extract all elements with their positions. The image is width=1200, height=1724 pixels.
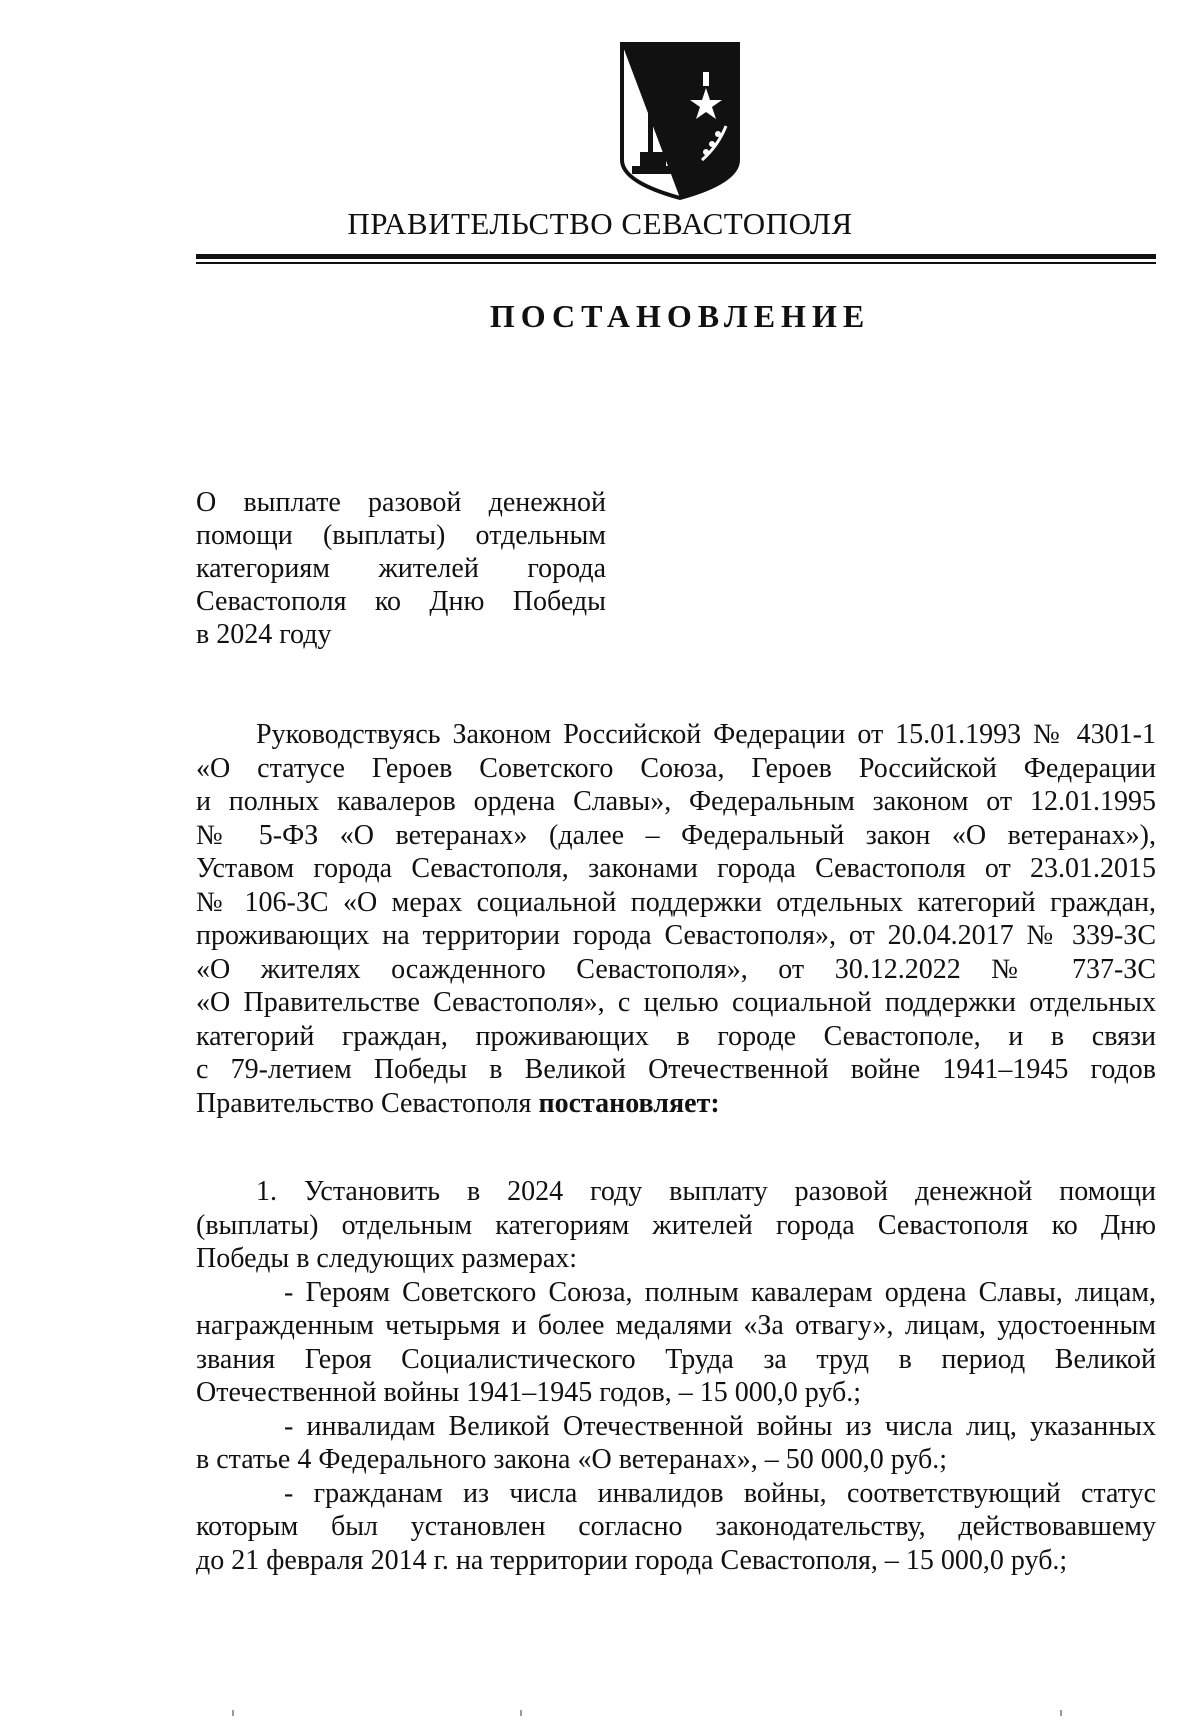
bullet-2-line: - инвалидам Великой Отечественной войны из числа лиц, указанных <box>284 1410 1156 1442</box>
subject-line: помощи (выплаты) отдельным <box>196 520 606 551</box>
bullet-3-line: до 21 февраля 2014 г. на территории города Севастополя, – 15 000,0 руб.; <box>196 1544 1068 1576</box>
preamble-line: Руководствуясь Законом Российской Федерации от 15.01.1993 № 4301-1 <box>256 719 1156 750</box>
bullet-3-line: - гражданам из числа инвалидов войны, соответствующий статус <box>284 1477 1156 1509</box>
bullet-1-line: звания Героя Социалистического Труда за труд в период Великой <box>196 1343 1156 1375</box>
bullet-3-line: которым был установлен согласно законодательству, действовавшему <box>196 1511 1156 1542</box>
bullet-1-line: награжденным четырьмя и более медалями «За отвагу», лицам, удостоенным <box>196 1310 1156 1341</box>
subject-line: в 2024 году <box>196 619 332 650</box>
organization-name: ПРАВИТЕЛЬСТВО СЕВАСТОПОЛЯ <box>347 206 853 241</box>
preamble-line-final <box>196 1087 1156 1121</box>
document-subject <box>196 486 606 651</box>
preamble-line: «О Правительстве Севастополя», с целью социальной поддержки отдельных <box>196 987 1156 1018</box>
item-1-line: (выплаты) отдельным категориям жителей города Севастополя ко Дню <box>196 1209 1156 1241</box>
bullet-1-line: - Героям Советского Союза, полным кавалерам ордена Славы, лицам, <box>284 1276 1156 1308</box>
preamble-line: № 5-ФЗ «О ветеранах» (далее – Федеральный закон «О ветеранах»), <box>196 819 1156 851</box>
header-rule-thin <box>196 262 1156 264</box>
preamble-line: Уставом города Севастополя, законами города Севастополя от 23.01.2015 <box>196 853 1156 884</box>
preamble-line: категорий граждан, проживающих в городе Севастополе, и в связи <box>196 1020 1156 1052</box>
subject-line: категориям жителей города <box>196 553 606 584</box>
preamble-paragraph <box>196 718 1156 1120</box>
scan-artifact <box>1060 1710 1062 1716</box>
item-1-line: 1. Установить в 2024 году выплату разовой денежной помощи <box>256 1176 1156 1207</box>
scan-artifact <box>520 1710 522 1716</box>
preamble-line: проживающих на территории города Севастополя», от 20.04.2017 № 339-ЗС <box>196 920 1156 951</box>
decree-items <box>196 1175 1156 1577</box>
preamble-line: с 79-летием Победы в Великой Отечественной войне 1941–1945 годов <box>196 1054 1156 1085</box>
preamble-line: и полных кавалеров ордена Славы», Федеральным законом от 12.01.1995 <box>196 786 1156 817</box>
sevastopol-coat-of-arms-icon <box>618 42 742 200</box>
item-1-line: Победы в следующих размерах: <box>196 1243 578 1274</box>
subject-line: О выплате разовой денежной <box>196 487 606 518</box>
subject-line: Севастополя ко Дню Победы <box>196 586 606 617</box>
preamble-line: № 106-ЗС «О мерах социальной поддержки отдельных категорий граждан, <box>196 886 1156 918</box>
preamble-final-text: Правительство Севастополя <box>196 1087 539 1119</box>
decree-verb: постановляет: <box>538 1087 720 1119</box>
preamble-line: «О жителях осажденного Севастополя», от 30.12.2022 № 737-ЗС <box>196 953 1156 985</box>
scan-artifact <box>232 1710 234 1716</box>
document-type-title: ПОСТАНОВЛЕНИЕ <box>489 298 871 334</box>
bullet-2-line: в статье 4 Федерального закона «О ветеранах», – 50 000,0 руб.; <box>196 1444 947 1475</box>
preamble-line: «О статусе Героев Советского Союза, Героев Российской Федерации <box>196 752 1156 784</box>
header-rule-thick <box>196 254 1156 259</box>
bullet-1-line: Отечественной войны 1941–1945 годов, – 15 000,0 руб.; <box>196 1377 862 1408</box>
